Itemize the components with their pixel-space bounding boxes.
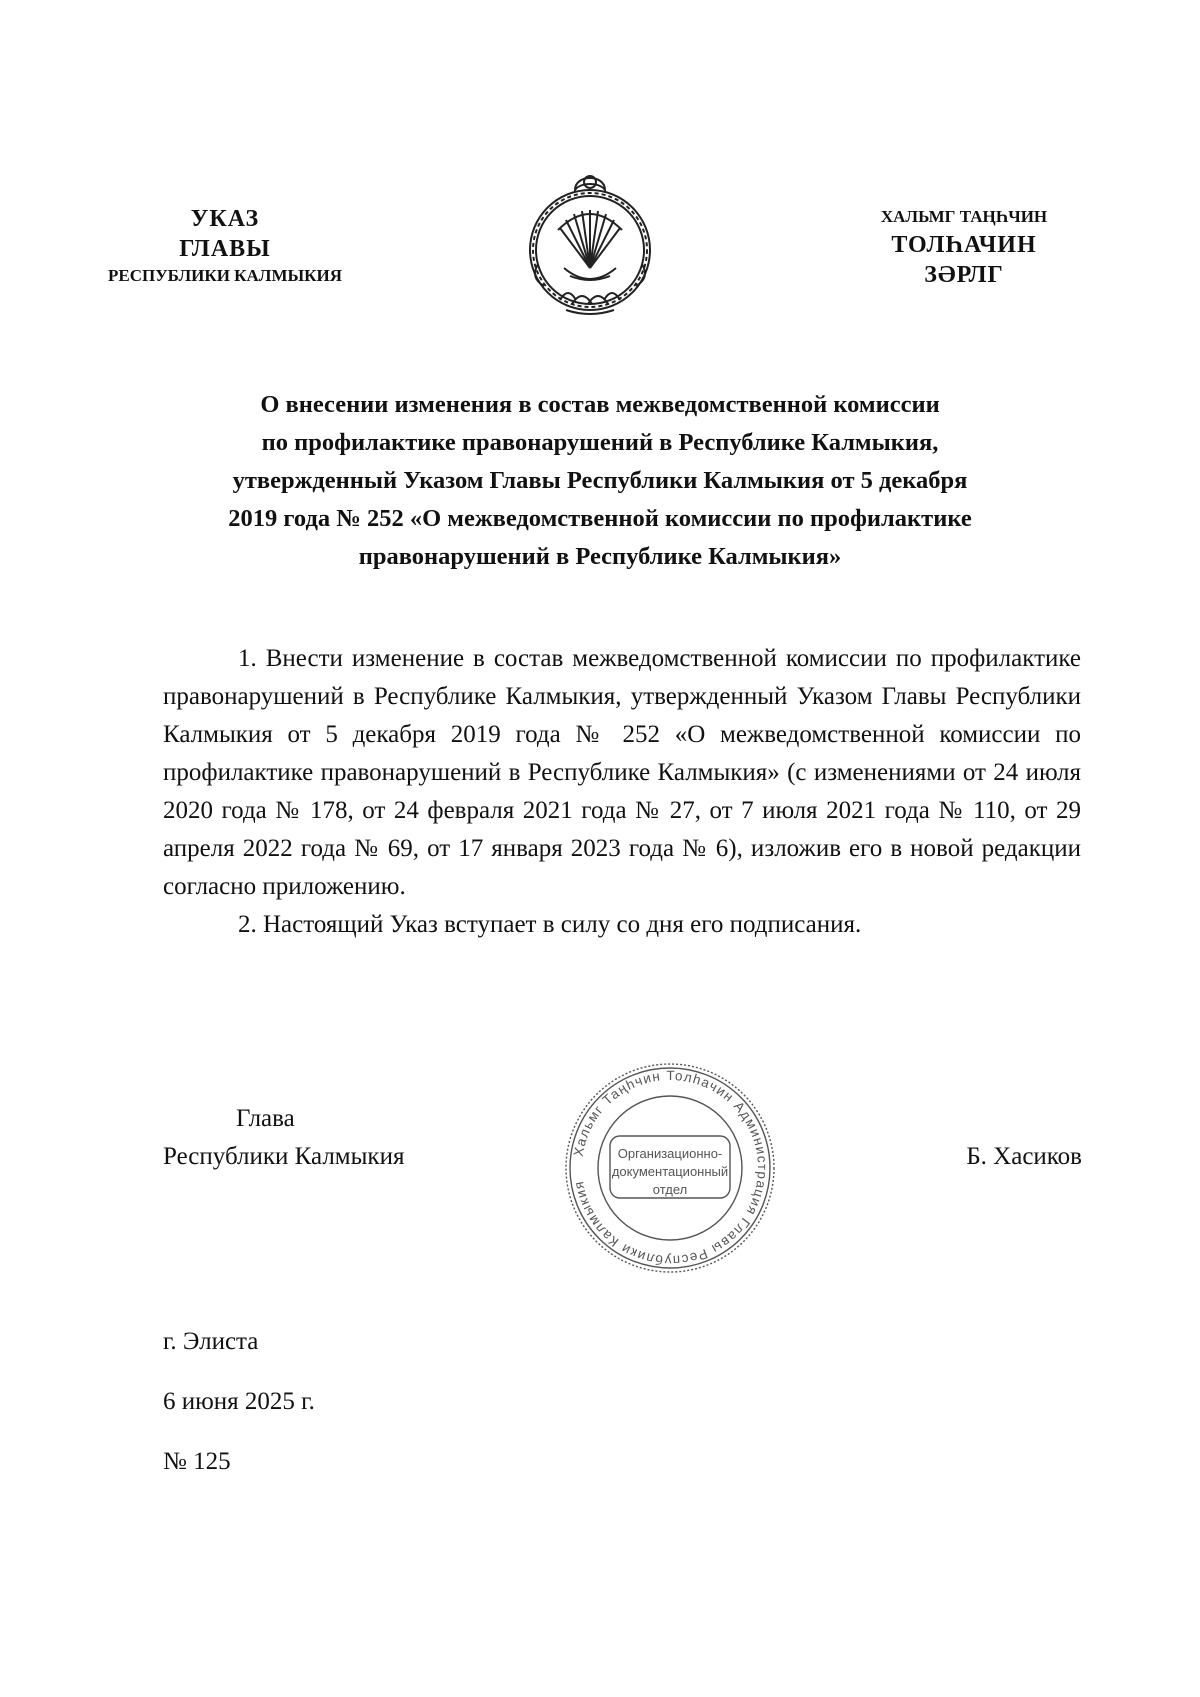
- document-title: [150, 386, 1050, 576]
- official-stamp: [560, 1058, 780, 1278]
- title-line: утвержденный Указом Главы Республики Калмыкия от 5 декабря: [232, 467, 968, 494]
- title-line: 2019 года № 252 «О межведомственной комиссии по профилактике: [228, 505, 972, 532]
- header-right-line2: ТОЛҺАЧИН: [891, 232, 1037, 258]
- header-right: [818, 204, 1110, 290]
- title-line: О внесении изменения в состав межведомственной комиссии: [260, 391, 940, 418]
- footer-date: 6 июня 2025 г.: [163, 1388, 315, 1415]
- title-line: правонарушений в Республике Калмыкия»: [358, 543, 842, 570]
- stamp-inner-line1: Организационно-: [617, 1146, 723, 1161]
- header-left-line1: УКАЗ: [190, 206, 260, 232]
- signature-title: [163, 1100, 404, 1176]
- stamp-outer-text: Хальмг Таңһчин Толһачин Администрация Главы Республики Калмыкия: [570, 1067, 771, 1269]
- title-line: по профилактике правонарушений в Республике Калмыкия,: [261, 429, 939, 456]
- signature-name: Б. Хасиков: [966, 1143, 1082, 1170]
- document-body: [163, 640, 1081, 944]
- header-left-line2: ГЛАВЫ: [179, 236, 271, 262]
- header-left: [70, 204, 380, 288]
- header-left-line3: РЕСПУБЛИКИ КАЛМЫКИЯ: [107, 266, 343, 285]
- header-right-line1: ХАЛЬМГ ТАҢҺЧИН: [880, 207, 1048, 226]
- stamp-inner-line2: документационный: [611, 1164, 729, 1179]
- document-footer: [163, 1323, 315, 1503]
- footer-place: г. Элиста: [163, 1328, 259, 1355]
- body-paragraph-1: 1. Внести изменение в состав межведомственной комиссии по профилактике правонарушений в Республике Калмыкия, утвержденный Указом Главы Республики Калмыкия от 5 декабря 2019 года № 252 «О межведомственной комиссии по профилактике правонарушений в Республике Калмыкия» (с изменениями от 24 июля 2020 года № 178, от 24 февраля 2021 года № 27, от 7 июля 2021 года № 110, от 29 апреля 2022 года № 69, от 17 января 2023 года № 6), изложив его в новой редакции согласно приложению.: [163, 645, 1081, 900]
- coat-of-arms-icon: [520, 168, 660, 328]
- footer-number: № 125: [163, 1448, 231, 1475]
- signature-title-line2: Республики Калмыкия: [163, 1143, 405, 1170]
- header-right-line3: ЗӘРЛГ: [924, 262, 1004, 288]
- signature-title-line1: Глава: [236, 1105, 295, 1132]
- body-paragraph-2: 2. Настоящий Указ вступает в силу со дня его подписания.: [238, 911, 862, 938]
- stamp-inner-line3: отдел: [652, 1182, 688, 1197]
